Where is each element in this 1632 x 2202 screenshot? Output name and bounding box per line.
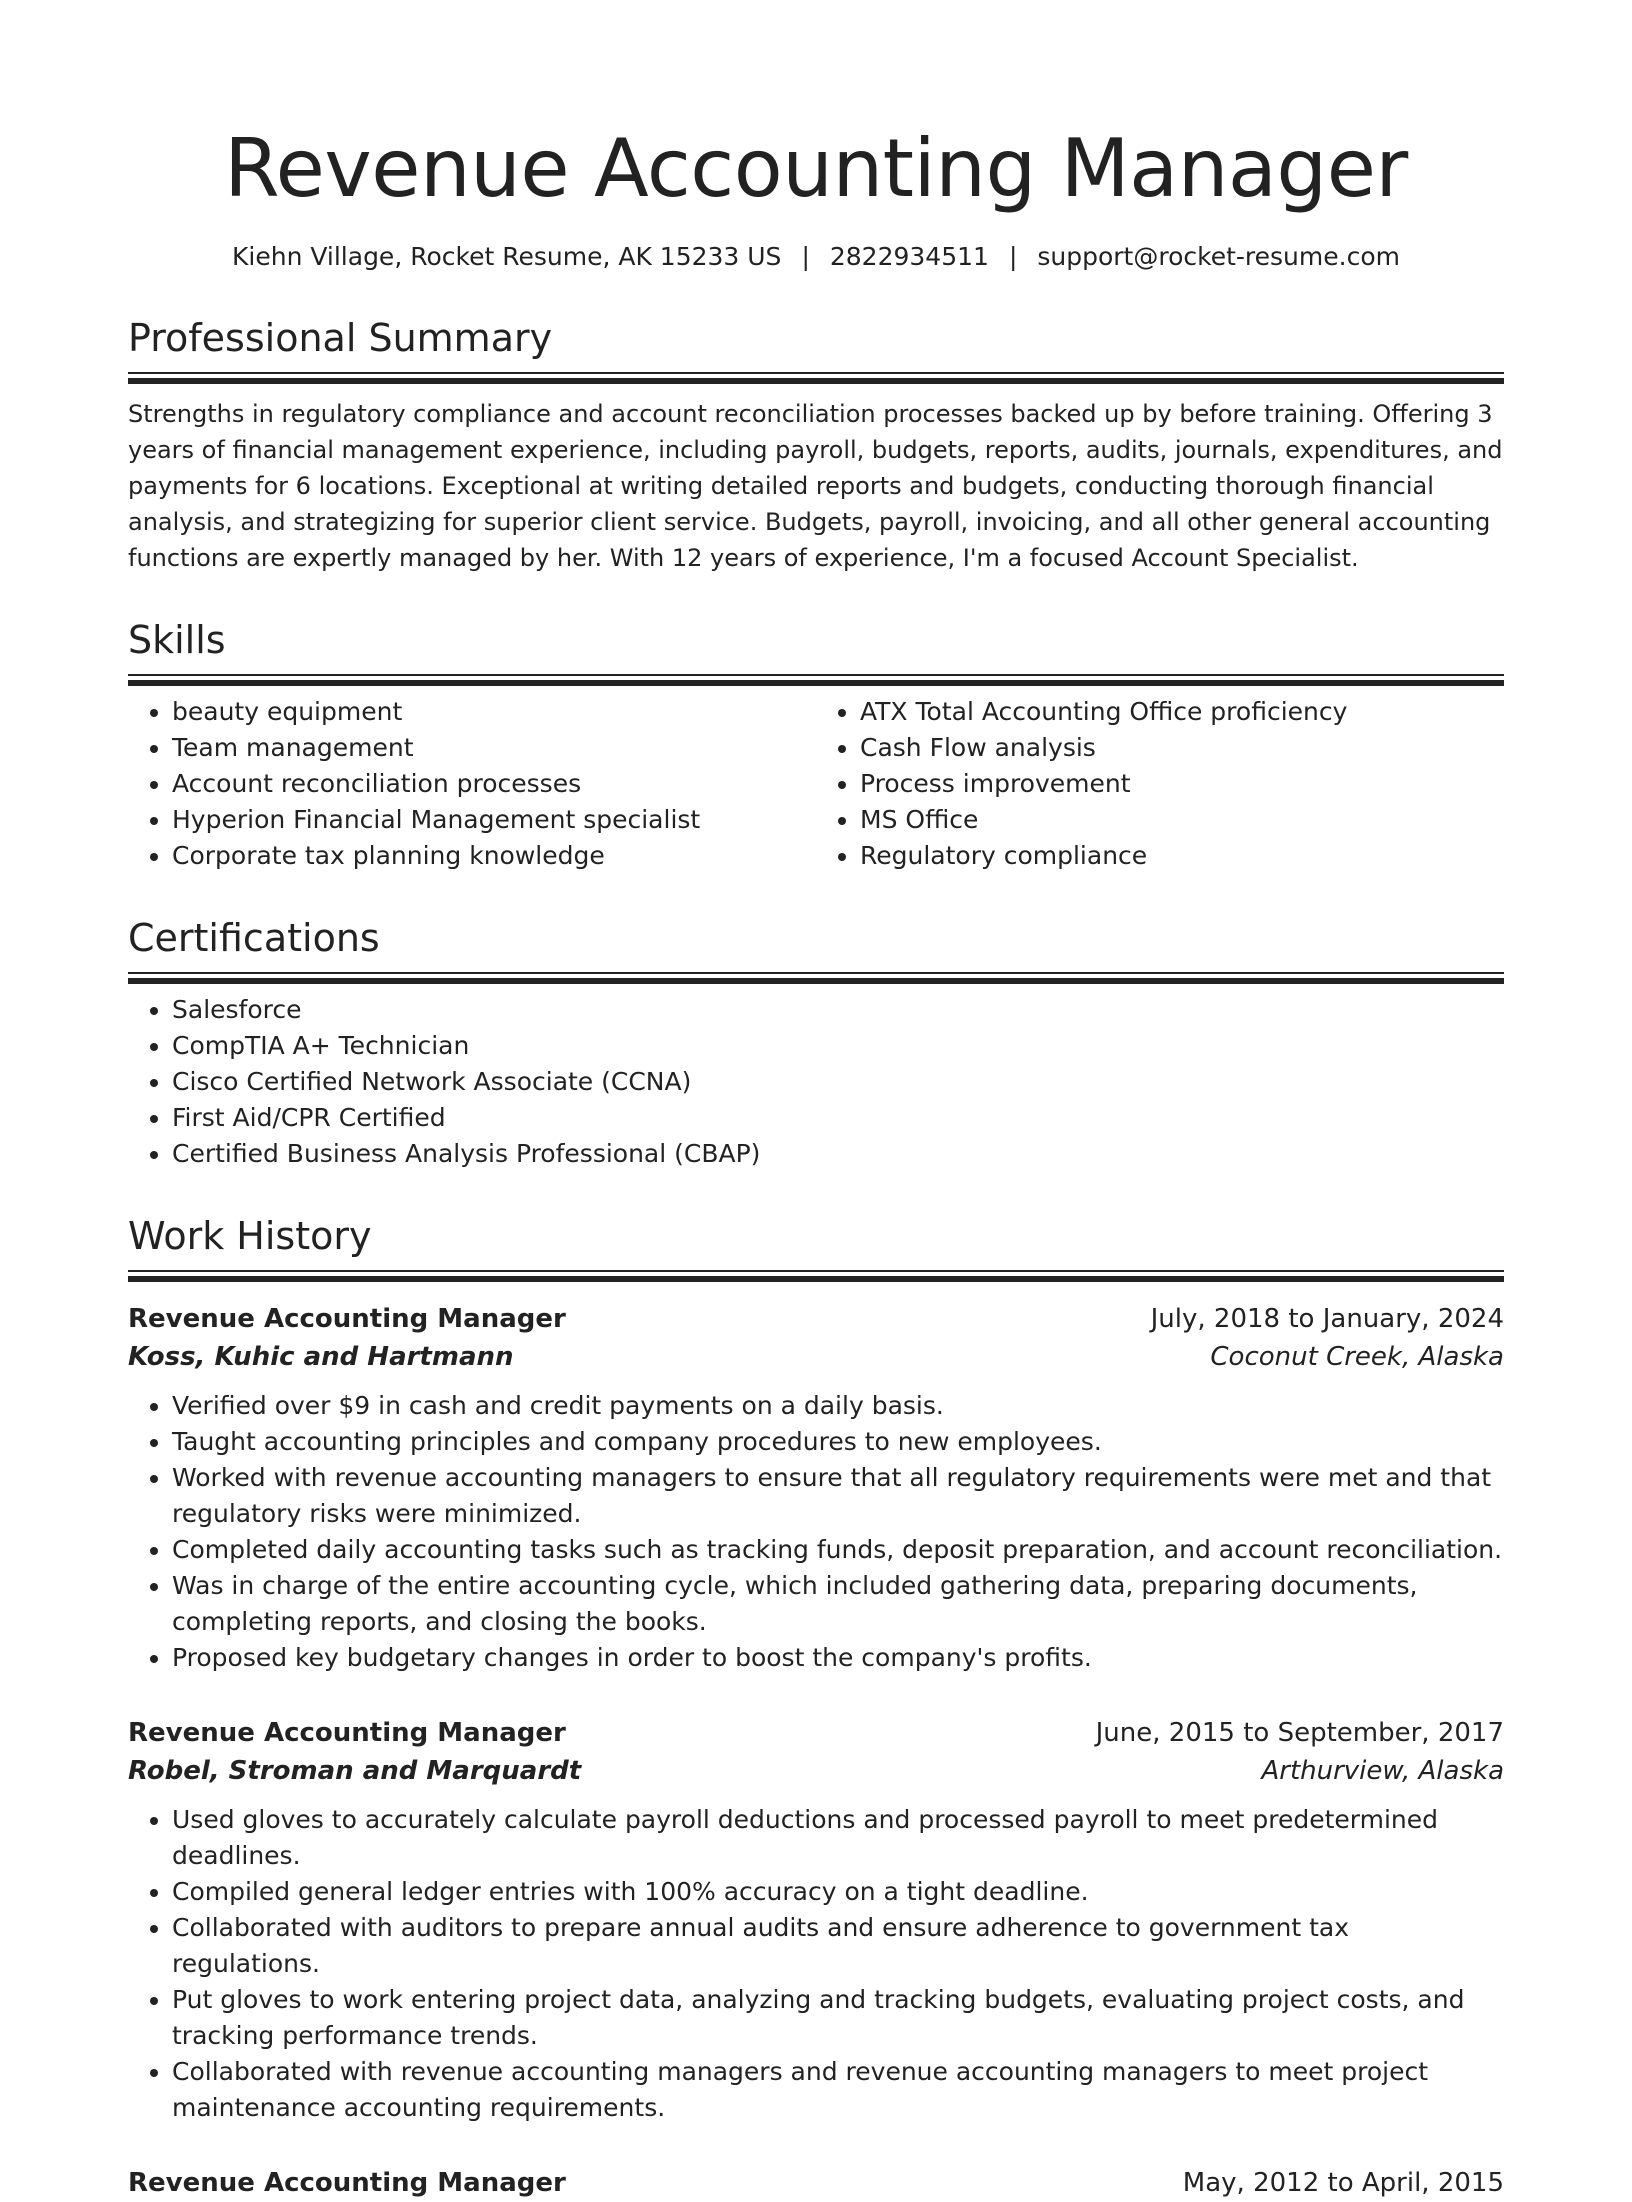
- section-divider: [128, 972, 1504, 982]
- job-title: Revenue Accounting Manager: [128, 1718, 566, 1748]
- certification-item: • Cisco Certified Network Associate (CCNA): [172, 1064, 1504, 1100]
- job-duty: • Collaborated with revenue accounting managers and revenue accounting managers to meet project maintenance accounting requirements.: [172, 2054, 1504, 2126]
- job-title: Revenue Accounting Manager: [128, 2168, 566, 2198]
- job-location: Coconut Creek, Alaska: [1210, 1342, 1504, 1372]
- job-entry: [128, 1300, 1504, 1676]
- skills-left-list: [128, 694, 816, 874]
- job-duty: • Worked with revenue accounting managers to ensure that all regulatory requirements were met and that regulatory risks were minimized.: [172, 1460, 1504, 1532]
- job-duty: • Proposed key budgetary changes in order to boost the company's profits.: [172, 1640, 1504, 1676]
- contact-line: [128, 240, 1504, 274]
- job-duties-list: [128, 1388, 1504, 1676]
- job-duty: • Was in charge of the entire accounting cycle, which included gathering data, preparing documents, completing reports, and closing the books.: [172, 1568, 1504, 1640]
- job-dates: June, 2015 to September, 2017: [1095, 1718, 1504, 1748]
- skill-item: • beauty equipment: [172, 694, 816, 730]
- skill-item: • MS Office: [860, 802, 1504, 838]
- job-company-row: [128, 1752, 1504, 1790]
- job-duty: • Verified over $9 in cash and credit payments on a daily basis.: [172, 1388, 1504, 1424]
- resume-title: Revenue Accounting Manager: [224, 122, 1408, 215]
- work-history-heading: Work History: [128, 1214, 372, 1258]
- job-dates: July, 2018 to January, 2024: [1150, 1304, 1504, 1334]
- job-company-row: [128, 1338, 1504, 1376]
- job-company: Koss, Kuhic and Hartmann: [128, 1342, 514, 1372]
- summary-heading: Professional Summary: [128, 316, 553, 360]
- certification-item: • CompTIA A+ Technician: [172, 1028, 1504, 1064]
- section-divider: [128, 674, 1504, 684]
- skills-grid: [128, 694, 1504, 874]
- skill-item: • Corporate tax planning knowledge: [172, 838, 816, 874]
- contact-address: Kiehn Village, Rocket Resume, AK 15233 US: [232, 242, 782, 271]
- skills-right-list: [816, 694, 1504, 874]
- skill-item: • Team management: [172, 730, 816, 766]
- certifications-heading: Certifications: [128, 916, 380, 960]
- job-header-row: [128, 1714, 1504, 1752]
- certifications-list: [128, 992, 1504, 1172]
- job-title: Revenue Accounting Manager: [128, 1304, 566, 1334]
- skills-section: [128, 616, 1504, 874]
- job-header-row: [128, 1300, 1504, 1338]
- skill-item: • ATX Total Accounting Office proficiency: [860, 694, 1504, 730]
- certification-item: • Salesforce: [172, 992, 1504, 1028]
- job-entry: [128, 1714, 1504, 2126]
- contact-email: support@rocket-resume.com: [1037, 242, 1400, 271]
- summary-text: Strengths in regulatory compliance and account reconciliation processes backed up by before training. Offering 3 years of financial management experience, including payroll, budgets, reports, audits, journals, expenditures, and payments for 6 locations. Exceptional at writing detailed reports and budgets, conducting thorough financial analysis, and strategizing for superior client service. Budgets, payroll, invoicing, and all other general accounting functions are expertly managed by her. With 12 years of experience, I'm a focused Account Specialist.: [128, 400, 1503, 572]
- resume-content: [128, 118, 1504, 2202]
- job-duty: • Used gloves to accurately calculate payroll deductions and processed payroll to meet predetermined deadlines.: [172, 1802, 1504, 1874]
- skill-item: • Hyperion Financial Management specialist: [172, 802, 816, 838]
- work-history-section: [128, 1212, 1504, 2202]
- skills-heading: Skills: [128, 618, 226, 662]
- section-divider: [128, 1270, 1504, 1280]
- job-duty: • Collaborated with auditors to prepare annual audits and ensure adherence to government tax regulations.: [172, 1910, 1504, 1982]
- job-duty: • Compiled general ledger entries with 100% accuracy on a tight deadline.: [172, 1874, 1504, 1910]
- contact-phone: 2822934511: [829, 242, 989, 271]
- job-duty: • Taught accounting principles and company procedures to new employees.: [172, 1424, 1504, 1460]
- summary-section: [128, 314, 1504, 576]
- skill-item: • Cash Flow analysis: [860, 730, 1504, 766]
- job-dates: May, 2012 to April, 2015: [1182, 2168, 1504, 2198]
- skill-item: • Process improvement: [860, 766, 1504, 802]
- job-duty: • Put gloves to work entering project data, analyzing and tracking budgets, evaluating project costs, and tracking performance trends.: [172, 1982, 1504, 2054]
- job-duty: • Completed daily accounting tasks such as tracking funds, deposit preparation, and account reconciliation.: [172, 1532, 1504, 1568]
- skill-item: • Account reconciliation processes: [172, 766, 816, 802]
- certification-item: • First Aid/CPR Certified: [172, 1100, 1504, 1136]
- contact-separator: |: [801, 242, 810, 271]
- skill-item: • Regulatory compliance: [860, 838, 1504, 874]
- contact-separator: |: [1008, 242, 1018, 271]
- job-duties-list: [128, 1802, 1504, 2126]
- certification-item: • Certified Business Analysis Professional (CBAP): [172, 1136, 1504, 1172]
- job-location: Arthurview, Alaska: [1261, 1756, 1504, 1786]
- certifications-section: [128, 914, 1504, 1172]
- job-company: Robel, Stroman and Marquardt: [128, 1756, 582, 1786]
- job-header-row: [128, 2164, 1504, 2202]
- section-divider: [128, 372, 1504, 382]
- job-entry: [128, 2164, 1504, 2202]
